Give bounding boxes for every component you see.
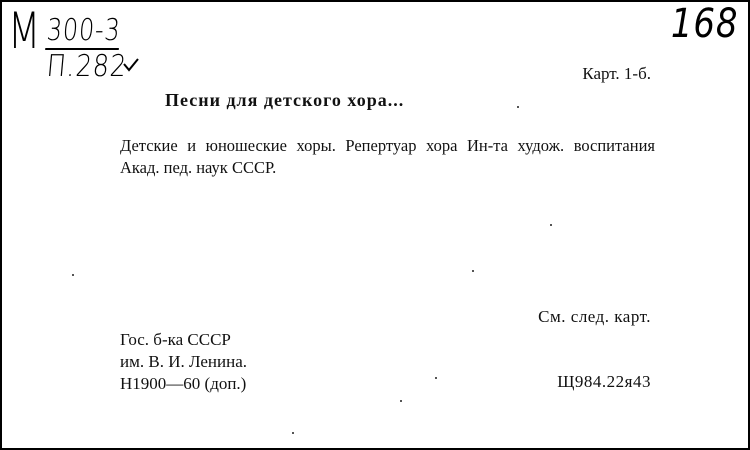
scan-speck bbox=[400, 400, 402, 402]
see-next-card: См. след. карт. bbox=[538, 307, 651, 326]
shelfmark-sub: П.282 bbox=[45, 49, 129, 84]
library-line-2: им. В. И. Ленина. bbox=[120, 352, 248, 371]
checkmark-icon bbox=[122, 57, 140, 73]
scan-speck bbox=[550, 224, 552, 226]
library-imprint bbox=[120, 329, 247, 395]
shelfmark-letter: М bbox=[8, 2, 42, 60]
card-description: Детские и юношеские хоры. Репертуар хора Ин-та худож. воспитания Акад. пед. наук СССР. bbox=[120, 136, 655, 177]
card-title: Песни для детского хора... bbox=[165, 90, 405, 110]
card-sequence: Карт. 1-б. bbox=[582, 64, 651, 83]
scan-speck bbox=[435, 377, 437, 379]
shelfmark-number: 300-3 bbox=[45, 13, 123, 48]
scan-speck bbox=[292, 432, 294, 434]
library-line-1: Гос. б-ка СССР bbox=[120, 330, 231, 349]
catalog-code: Щ984.22я43 bbox=[557, 372, 651, 391]
library-line-3: Н1900—60 (доп.) bbox=[120, 374, 247, 393]
scan-speck bbox=[472, 270, 474, 272]
scan-speck bbox=[72, 274, 74, 276]
scan-speck bbox=[517, 106, 519, 108]
card-number: 168 bbox=[670, 1, 738, 47]
